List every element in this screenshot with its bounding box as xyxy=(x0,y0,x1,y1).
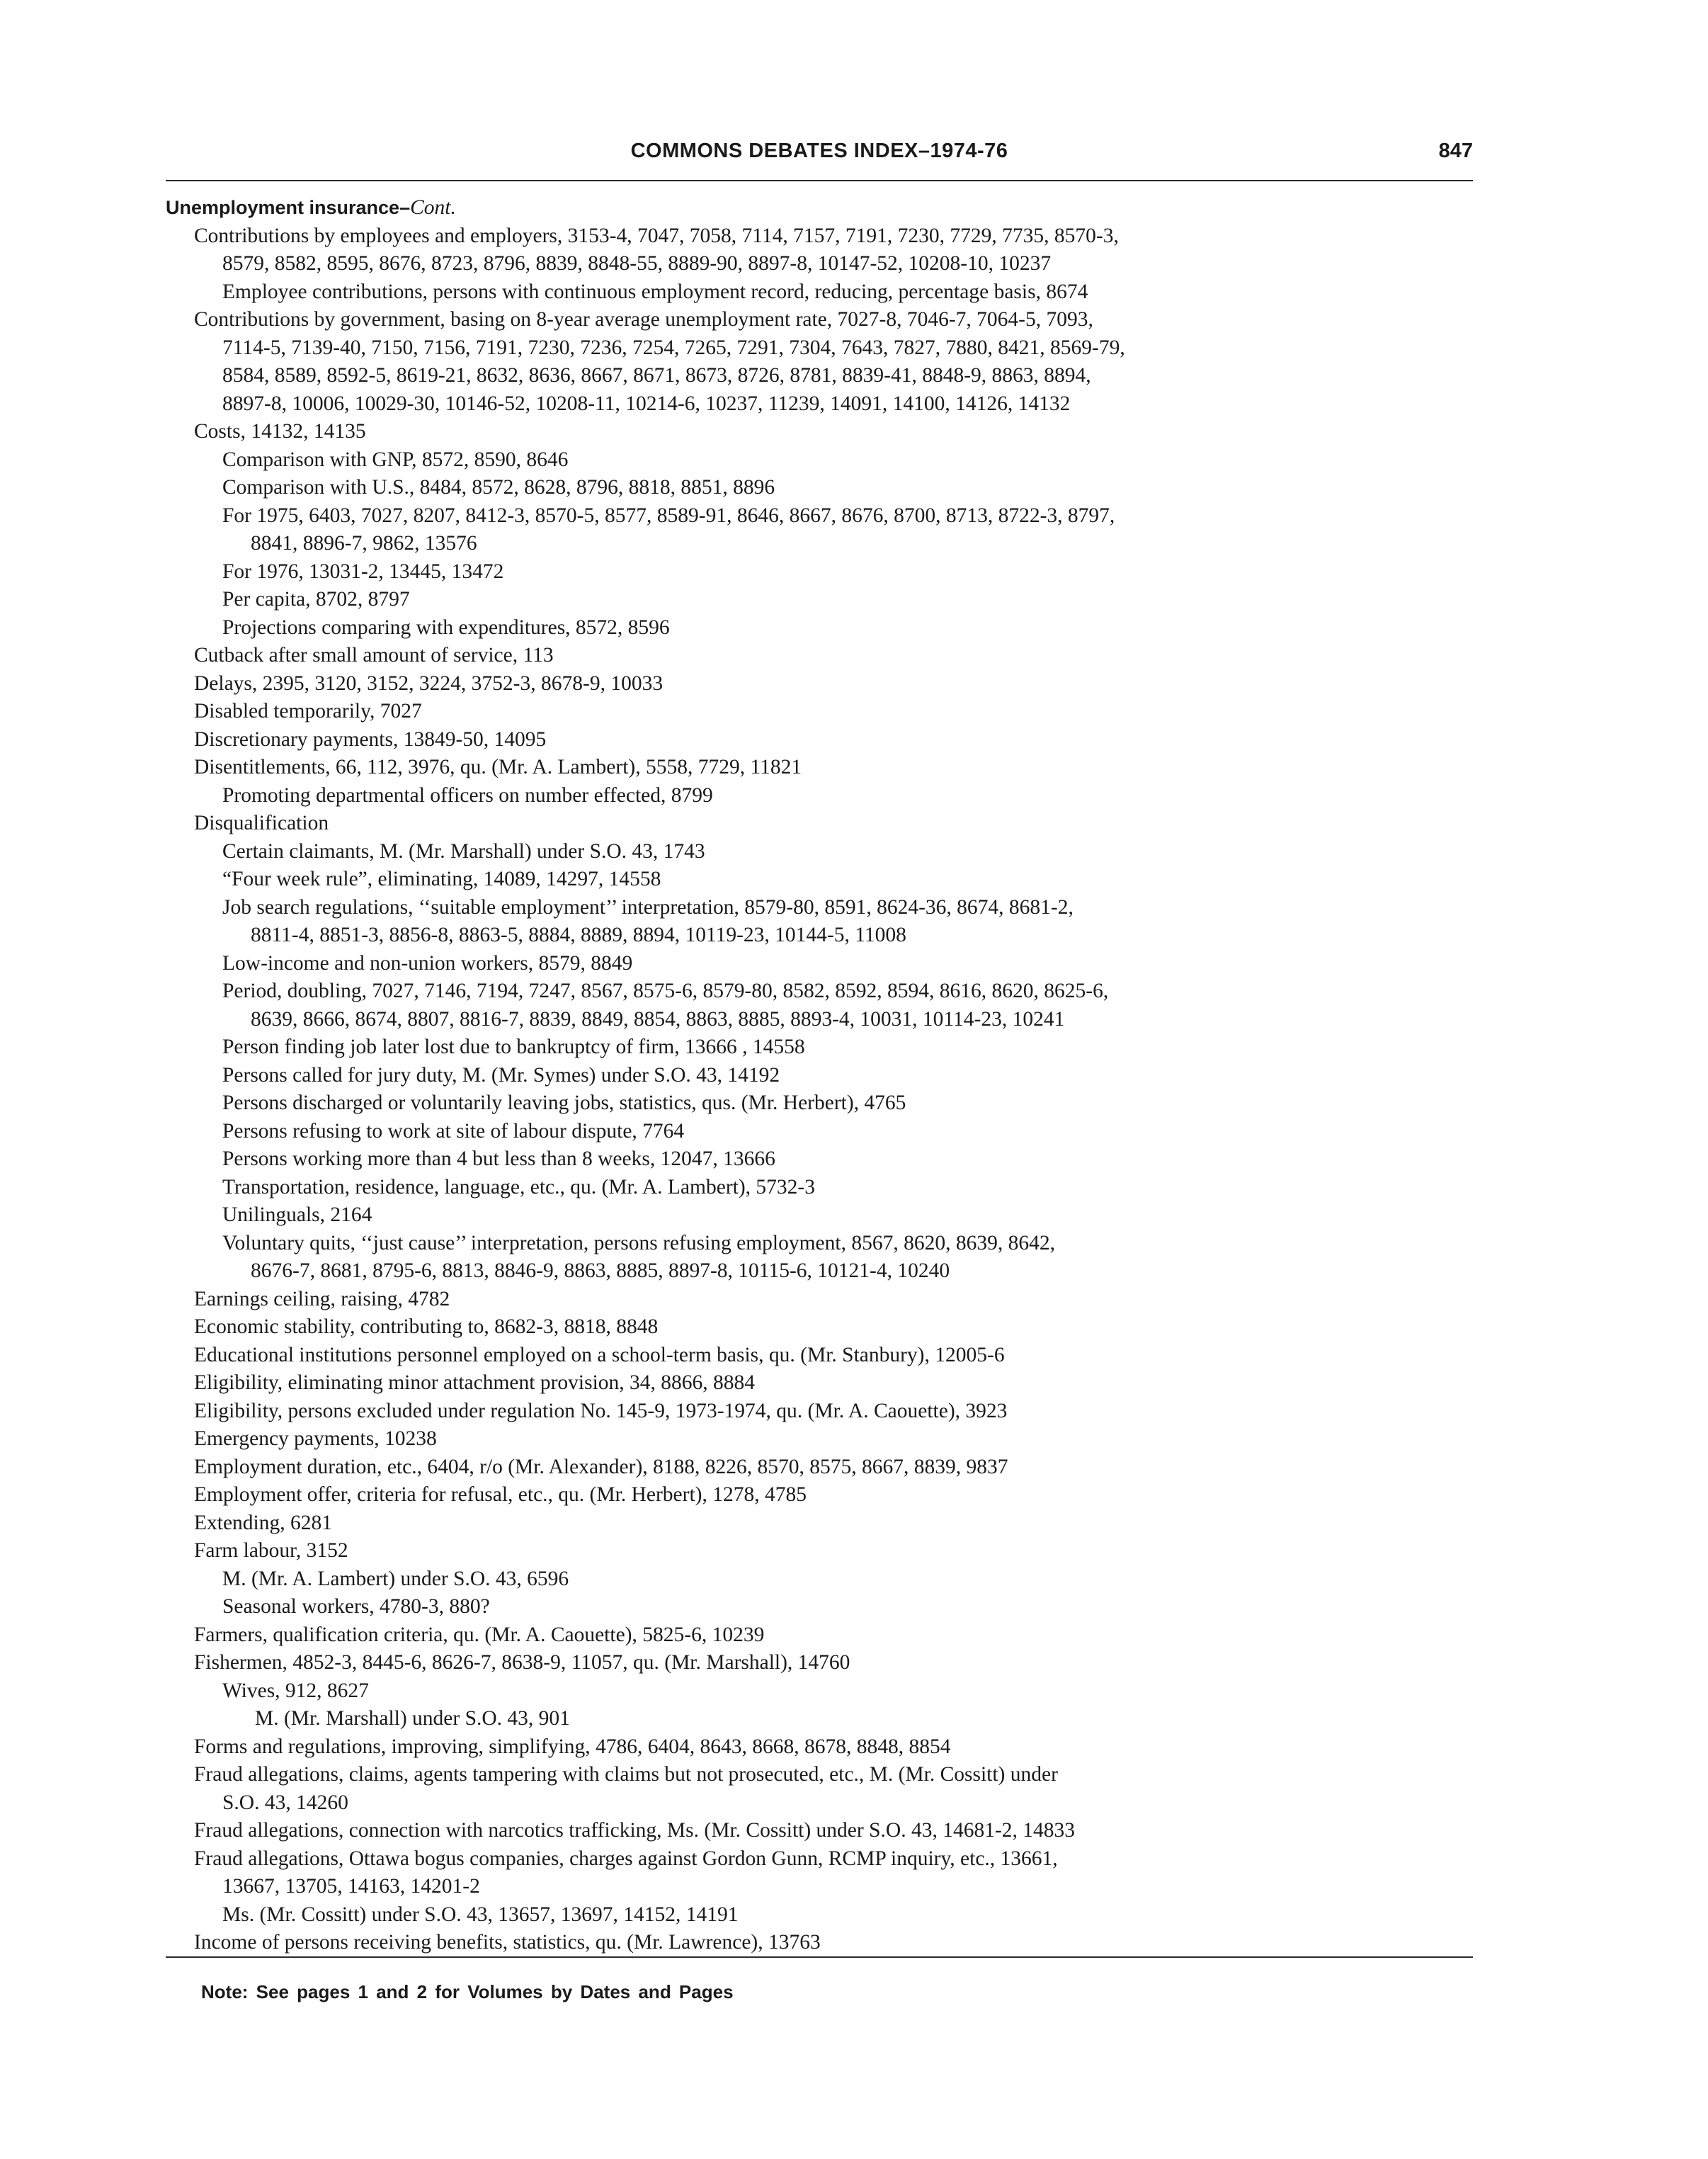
index-entry-line: Income of persons receiving benefits, statistics, qu. (Mr. Lawrence), 13763 xyxy=(194,1931,821,1954)
index-entry-line: Farmers, qualification criteria, qu. (Mr. A. Caouette), 5825-6, 10239 xyxy=(194,1623,765,1646)
index-entry-line: Extending, 6281 xyxy=(194,1511,333,1534)
index-entry-line: Persons working more than 4 but less than 8 weeks, 12047, 13666 xyxy=(222,1148,775,1170)
index-entry xyxy=(166,1649,1473,1677)
index-entry-line: For 1976, 13031-2, 13445, 13472 xyxy=(222,560,504,583)
index-entry-continuation: 13667, 13705, 14163, 14201-2 xyxy=(222,1875,480,1898)
index-entry xyxy=(166,866,1473,894)
index-entry xyxy=(166,1454,1473,1482)
index-entry-line: Contributions by government, basing on 8-year average unemployment rate, 7027-8, 7046-7, 7064-5, 7093, xyxy=(194,308,1093,331)
index-entry-line: Fishermen, 4852-3, 8445-6, 8626-7, 8638-9, 11057, qu. (Mr. Marshall), 14760 xyxy=(194,1651,850,1674)
index-entry-continuation: S.O. 43, 14260 xyxy=(222,1791,348,1814)
index-entry-line: Certain claimants, M. (Mr. Marshall) under S.O. 43, 1743 xyxy=(222,839,705,863)
index-entry-line: Persons refusing to work at site of labour dispute, 7764 xyxy=(222,1119,685,1143)
index-entry xyxy=(166,782,1473,810)
index-entry xyxy=(166,1509,1473,1538)
index-entry xyxy=(166,1621,1473,1650)
footer-rule xyxy=(166,1956,1473,1958)
page-title: COMMONS DEBATES INDEX–1974-76 xyxy=(630,140,1008,162)
index-entry xyxy=(166,1425,1473,1454)
index-entry-line: Unilinguals, 2164 xyxy=(222,1203,372,1226)
index-entry xyxy=(166,978,1473,1033)
footnote: Note: See pages 1 and 2 for Volumes by Dates and Pages xyxy=(201,1981,734,2002)
index-entry-line: Low-income and non-union workers, 8579, 8849 xyxy=(222,951,633,975)
index-entry-line: Disabled temporarily, 7027 xyxy=(194,700,422,722)
index-entry-line: Per capita, 8702, 8797 xyxy=(222,588,410,611)
index-entry xyxy=(166,726,1473,754)
index-entry-line: Fraud allegations, Ottawa bogus companies, charges against Gordon Gunn, RCMP inquiry, etc., 13661, xyxy=(194,1847,1058,1870)
index-entry-continuation: 8897-8, 10006, 10029-30, 10146-52, 10208-11, 10214-6, 10237, 11239, 14091, 14100, 14126, 14132 xyxy=(222,392,1071,415)
index-entry xyxy=(166,1761,1473,1817)
index-entry-line: Disqualification xyxy=(194,812,329,834)
index-entry xyxy=(166,1062,1473,1090)
index-entry-line: Promoting departmental officers on number effected, 8799 xyxy=(222,783,713,807)
index-entry xyxy=(166,1705,1473,1733)
index-entry xyxy=(166,558,1473,586)
index-entry xyxy=(166,586,1473,614)
index-entry-line: Seasonal workers, 4780-3, 880? xyxy=(222,1595,490,1618)
index-entry xyxy=(166,894,1473,950)
index-entry xyxy=(166,1845,1473,1901)
index-entry-line: Comparison with U.S., 8484, 8572, 8628, 8796, 8818, 8851, 8896 xyxy=(222,476,775,499)
index-entry xyxy=(166,306,1473,418)
index-entry xyxy=(166,1817,1473,1845)
index-entry-line: Eligibility, eliminating minor attachment provision, 34, 8866, 8884 xyxy=(194,1371,756,1394)
index-entry-line: Projections comparing with expenditures, 8572, 8596 xyxy=(222,616,670,639)
index-entry xyxy=(166,614,1473,642)
index-body xyxy=(166,194,1473,1957)
section-heading-text: Unemployment insurance– xyxy=(166,197,411,218)
index-entry-line: Wives, 912, 8627 xyxy=(222,1679,369,1702)
index-entry-continuation: 8811-4, 8851-3, 8856-8, 8863-5, 8884, 8889, 8894, 10119-23, 10144-5, 11008 xyxy=(251,924,906,946)
index-entry-line: Earnings ceiling, raising, 4782 xyxy=(194,1287,450,1310)
index-entry-line: Job search regulations, ‘‘suitable employment’’ interpretation, 8579-80, 8591, 8624-36, 8674, 8681-2, xyxy=(222,895,1074,919)
index-entry xyxy=(166,1342,1473,1370)
index-entry-line: Cutback after small amount of service, 113 xyxy=(194,644,554,667)
index-entry xyxy=(166,1398,1473,1426)
index-entry-line: Employee contributions, persons with continuous employment record, reducing, percentage basis, 8674 xyxy=(222,280,1088,303)
index-entry xyxy=(166,1313,1473,1342)
index-entry-line: Farm labour, 3152 xyxy=(194,1539,348,1562)
index-entry-line: Employment offer, criteria for refusal, etc., qu. (Mr. Herbert), 1278, 4785 xyxy=(194,1483,807,1506)
index-entry-continuation: 8841, 8896-7, 9862, 13576 xyxy=(251,532,477,555)
index-entry xyxy=(166,1145,1473,1174)
index-entry-line: Voluntary quits, ‘‘just cause’’ interpretation, persons refusing employment, 8567, 8620, 8639, 8642, xyxy=(222,1231,1055,1254)
index-entry xyxy=(166,278,1473,307)
index-entry-line: Persons called for jury duty, M. (Mr. Symes) under S.O. 43, 14192 xyxy=(222,1063,780,1087)
index-entry-line: M. (Mr. Marshall) under S.O. 43, 901 xyxy=(255,1707,570,1730)
index-entry xyxy=(166,502,1473,558)
index-entry-line: Delays, 2395, 3120, 3152, 3224, 3752-3, 8678-9, 10033 xyxy=(194,672,664,695)
index-entry-line: Ms. (Mr. Cossitt) under S.O. 43, 13657, 13697, 14152, 14191 xyxy=(222,1903,739,1926)
index-entry-continuation: 8579, 8582, 8595, 8676, 8723, 8796, 8839, 8848-55, 8889-90, 8897-8, 10147-52, 10208-10, 10237 xyxy=(222,252,1052,275)
index-entry-continuation: 8639, 8666, 8674, 8807, 8816-7, 8839, 8849, 8854, 8863, 8885, 8893-4, 10031, 10114-23, 10241 xyxy=(251,1007,1065,1031)
index-entry xyxy=(166,754,1473,782)
index-entry-line: Forms and regulations, improving, simplifying, 4786, 6404, 8643, 8668, 8678, 8848, 8854 xyxy=(194,1735,951,1758)
index-entry-line: Contributions by employees and employers, 3153-4, 7047, 7058, 7114, 7157, 7191, 7230, 7729, 7735, 8570-3, xyxy=(194,224,1119,247)
index-entry xyxy=(166,1565,1473,1594)
index-entry xyxy=(166,838,1473,866)
index-entry-line: Economic stability, contributing to, 8682-3, 8818, 8848 xyxy=(194,1315,659,1338)
page-header xyxy=(166,133,1473,169)
index-entry xyxy=(166,1733,1473,1762)
index-entry-continuation: 7114-5, 7139-40, 7150, 7156, 7191, 7230, 7236, 7254, 7265, 7291, 7304, 7643, 7827, 7880, 8421, 8569-79, xyxy=(222,336,1125,359)
index-entry xyxy=(166,446,1473,475)
index-entry xyxy=(166,670,1473,698)
index-entry-line: Persons discharged or voluntarily leaving jobs, statistics, qus. (Mr. Herbert), 4765 xyxy=(222,1092,906,1114)
index-entry-line: Employment duration, etc., 6404, r/o (Mr. Alexander), 8188, 8226, 8570, 8575, 8667, 8839, 9837 xyxy=(194,1455,1008,1478)
index-entry xyxy=(166,1118,1473,1146)
index-entry xyxy=(166,1089,1473,1118)
index-entry-line: For 1975, 6403, 7027, 8207, 8412-3, 8570-5, 8577, 8589-91, 8646, 8667, 8676, 8700, 8713, 8722-3, 8797, xyxy=(222,504,1115,527)
index-entry-line: Costs, 14132, 14135 xyxy=(194,420,366,443)
index-entry-line: M. (Mr. A. Lambert) under S.O. 43, 6596 xyxy=(222,1567,569,1590)
index-entry xyxy=(166,474,1473,502)
index-entry-continuation: 8676-7, 8681, 8795-6, 8813, 8846-9, 8863, 8885, 8897-8, 10115-6, 10121-4, 10240 xyxy=(251,1259,950,1282)
index-entry-line: Fraud allegations, claims, agents tampering with claims but not prosecuted, etc., M. (Mr. Cossitt) under xyxy=(194,1763,1058,1786)
index-entry xyxy=(166,1929,1473,1957)
index-entry-line: Period, doubling, 7027, 7146, 7194, 7247, 8567, 8575-6, 8579-80, 8582, 8592, 8594, 8616, 8620, 8625-6, xyxy=(222,980,1109,1002)
index-entry xyxy=(166,642,1473,670)
index-entry-line: Fraud allegations, connection with narcotics trafficking, Ms. (Mr. Cossitt) under S.O. 43, 14681-2, 14833 xyxy=(194,1819,1076,1842)
index-entry xyxy=(166,1286,1473,1314)
index-entry xyxy=(166,1201,1473,1230)
index-entry xyxy=(166,1593,1473,1621)
index-entry xyxy=(166,1369,1473,1398)
index-entry xyxy=(166,810,1473,838)
index-entry xyxy=(166,1901,1473,1930)
index-entry xyxy=(166,222,1473,278)
index-entry xyxy=(166,1537,1473,1565)
index-entry xyxy=(166,698,1473,726)
index-entry-line: Emergency payments, 10238 xyxy=(194,1427,437,1450)
index-entry-continuation: 8584, 8589, 8592-5, 8619-21, 8632, 8636, 8667, 8671, 8673, 8726, 8781, 8839-41, 8848-9, 8863, 8894, xyxy=(222,364,1091,387)
index-entry xyxy=(166,418,1473,446)
page-number: 847 xyxy=(1438,140,1473,162)
header-rule xyxy=(166,180,1473,181)
index-entry-line: Person finding job later lost due to bankruptcy of firm, 13666 , 14558 xyxy=(222,1036,805,1058)
index-entry xyxy=(166,1174,1473,1202)
index-entry-line: Disentitlements, 66, 112, 3976, qu. (Mr. A. Lambert), 5558, 7729, 11821 xyxy=(194,756,802,778)
index-entry xyxy=(166,1230,1473,1286)
index-entry-line: Educational institutions personnel employed on a school-term basis, qu. (Mr. Stanbury), 12005-6 xyxy=(194,1343,1005,1366)
index-entry-line: “Four week rule”, eliminating, 14089, 14297, 14558 xyxy=(222,868,661,890)
index-entry xyxy=(166,950,1473,978)
index-entry-line: Discretionary payments, 13849-50, 14095 xyxy=(194,727,547,751)
index-entry-line: Transportation, residence, language, etc., qu. (Mr. A. Lambert), 5732-3 xyxy=(222,1175,815,1198)
section-heading xyxy=(166,194,1473,222)
section-heading-cont: Cont. xyxy=(410,196,456,219)
index-entry-line: Eligibility, persons excluded under regulation No. 145-9, 1973-1974, qu. (Mr. A. Caouette), 3923 xyxy=(194,1399,1008,1422)
index-entry xyxy=(166,1481,1473,1509)
index-entry xyxy=(166,1677,1473,1706)
index-entry xyxy=(166,1033,1473,1062)
index-entry-line: Comparison with GNP, 8572, 8590, 8646 xyxy=(222,448,569,471)
